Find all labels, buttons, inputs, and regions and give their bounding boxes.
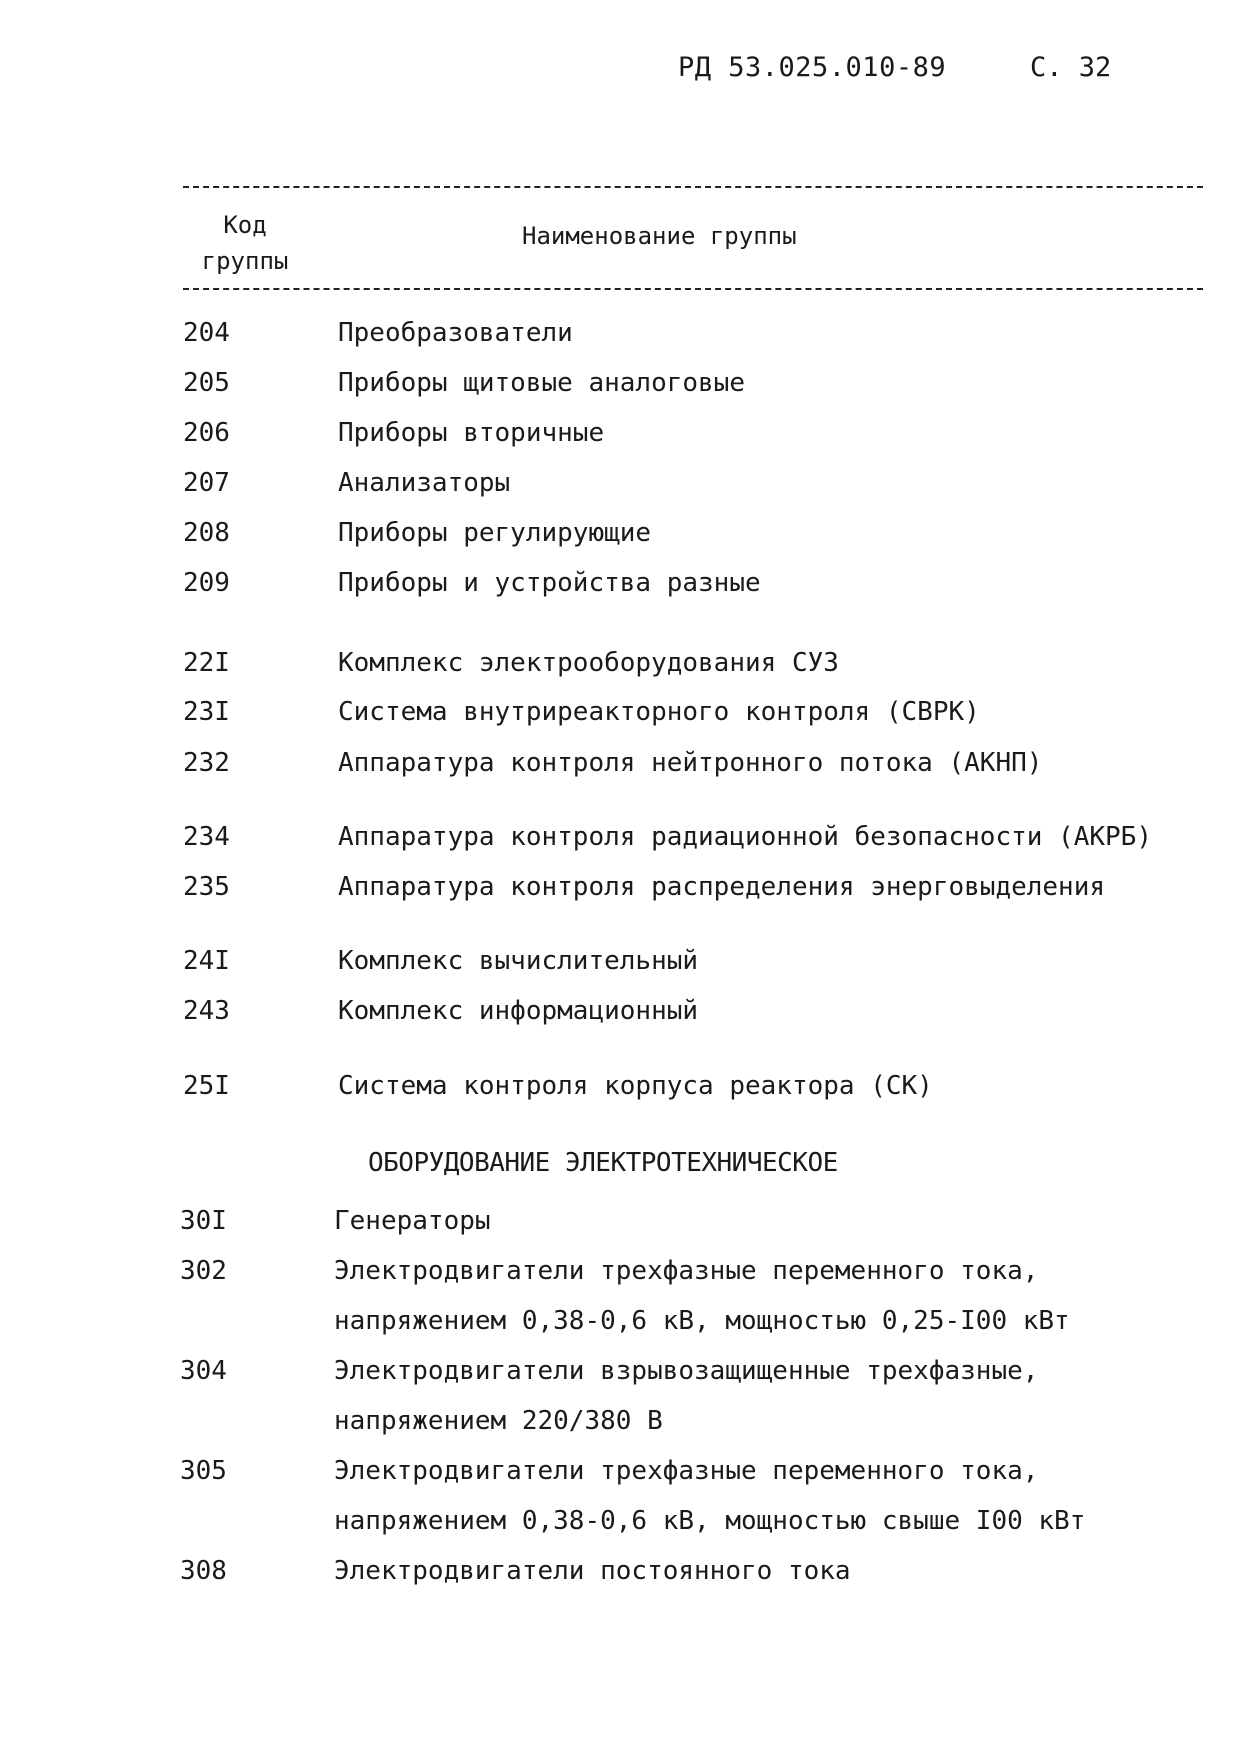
table-top-rule xyxy=(183,186,1203,188)
code-header-line2: группы xyxy=(201,247,289,275)
group-code: 205 xyxy=(183,368,230,398)
group-name-continuation: напряжением 0,38-0,6 кВ, мощностью 0,25-I00 кВт xyxy=(334,1306,1070,1336)
group-code: 207 xyxy=(183,468,230,498)
group-code: 208 xyxy=(183,518,230,548)
group-code: 30I xyxy=(180,1206,227,1236)
group-name: Электродвигатели трехфазные переменного тока, xyxy=(334,1456,1039,1486)
group-code: 204 xyxy=(183,318,230,348)
group-code: 206 xyxy=(183,418,230,448)
group-code: 234 xyxy=(183,822,230,852)
group-code: 304 xyxy=(180,1356,227,1386)
code-header-line1: Код xyxy=(223,211,267,239)
group-name: Приборы и устройства разные xyxy=(338,568,761,598)
group-code: 23I xyxy=(183,697,230,727)
group-code: 22I xyxy=(183,648,230,678)
group-code: 232 xyxy=(183,748,230,778)
group-name: Анализаторы xyxy=(338,468,511,498)
group-code: 209 xyxy=(183,568,230,598)
document-code: РД 53.025.010-89 xyxy=(678,52,947,83)
table-header-rule xyxy=(183,288,1203,290)
group-name: Приборы регулирующие xyxy=(338,518,652,548)
group-code: 308 xyxy=(180,1556,227,1586)
group-code: 302 xyxy=(180,1256,227,1286)
group-name: Комплекс информационный xyxy=(338,996,699,1026)
group-code: 25I xyxy=(183,1071,230,1101)
code-column-header xyxy=(180,207,310,279)
group-name: Аппаратура контроля радиационной безопасности (АКРБ) xyxy=(338,822,1152,852)
group-name: Система внутриреакторного контроля (СВРК) xyxy=(338,697,980,727)
group-code: 235 xyxy=(183,872,230,902)
group-name-continuation: напряжением 220/380 В xyxy=(334,1406,663,1436)
page-number: С. 32 xyxy=(1030,52,1112,83)
group-name: Электродвигатели постоянного тока xyxy=(334,1556,851,1586)
group-name-continuation: напряжением 0,38-0,6 кВ, мощностью свыше I00 кВт xyxy=(334,1506,1086,1536)
group-name: Электродвигатели взрывозащищенные трехфазные, xyxy=(334,1356,1039,1386)
group-name: Система контроля корпуса реактора (СК) xyxy=(338,1071,933,1101)
group-name: Приборы щитовые аналоговые xyxy=(338,368,745,398)
group-name: Приборы вторичные xyxy=(338,418,605,448)
section-heading: ОБОРУДОВАНИЕ ЭЛЕКТРОТЕХНИЧЕСКОЕ xyxy=(368,1148,838,1178)
group-name: Аппаратура контроля нейтронного потока (АКНП) xyxy=(338,748,1043,778)
group-name: Комплекс электрооборудования СУЗ xyxy=(338,648,839,678)
group-code: 305 xyxy=(180,1456,227,1486)
name-column-header: Наименование группы xyxy=(522,222,797,250)
group-code: 243 xyxy=(183,996,230,1026)
group-name: Комплекс вычислительный xyxy=(338,946,699,976)
group-name: Электродвигатели трехфазные переменного тока, xyxy=(334,1256,1039,1286)
group-name: Аппаратура контроля распределения энерговыделения xyxy=(338,872,1106,902)
group-name: Генераторы xyxy=(334,1206,491,1236)
group-code: 24I xyxy=(183,946,230,976)
group-name: Преобразователи xyxy=(338,318,573,348)
